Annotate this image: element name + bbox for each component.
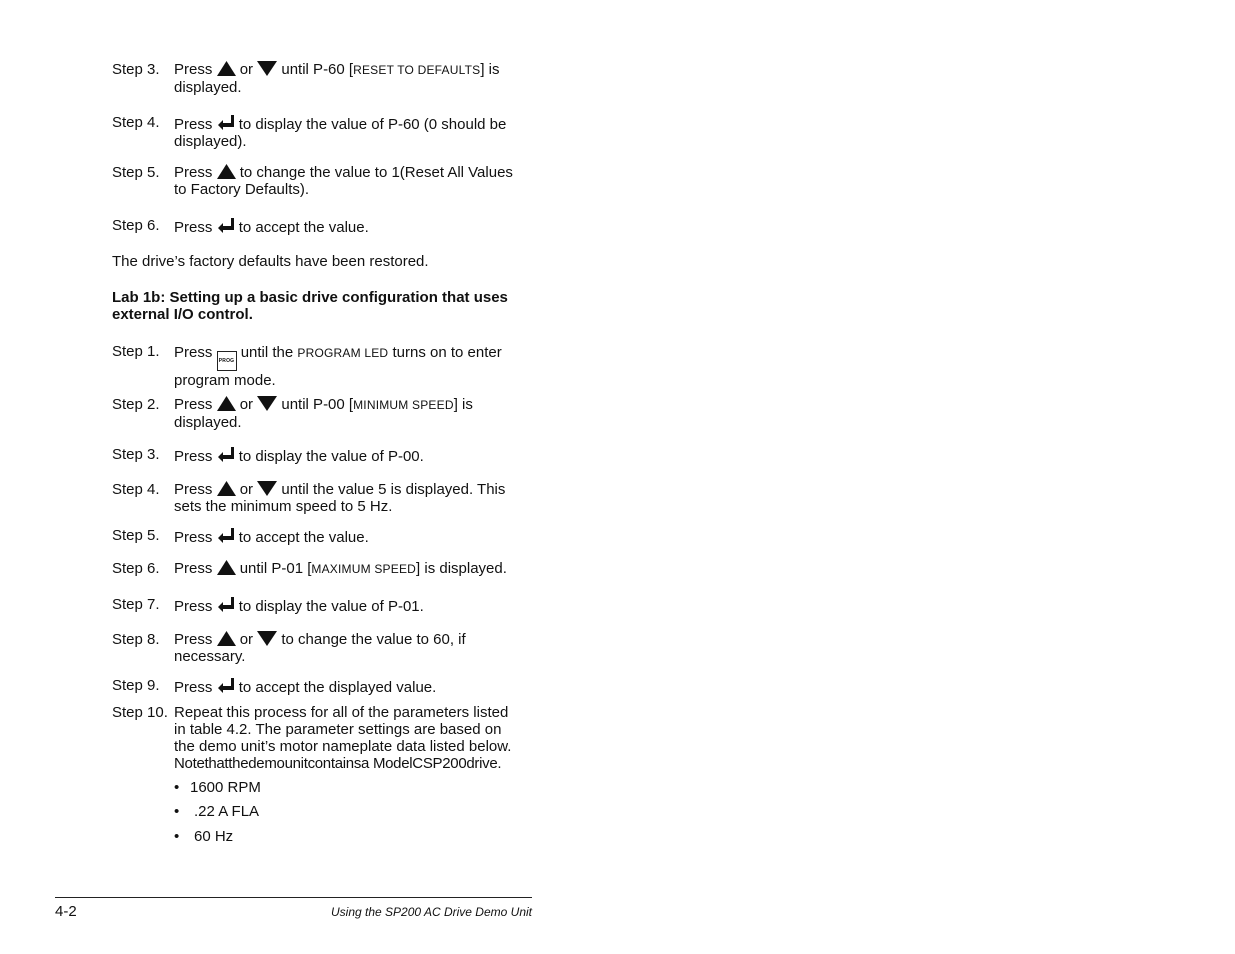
up-arrow-key-icon bbox=[217, 61, 236, 76]
step-text: sets the minimum speed to 5 Hz. bbox=[174, 498, 393, 515]
step-number: Step 7. bbox=[112, 596, 160, 613]
lab-heading-line: external I/O control. bbox=[112, 306, 253, 323]
step-text: to display the value of P-60 (0 should be bbox=[238, 116, 507, 133]
step-text: or bbox=[239, 481, 254, 498]
down-arrow-key-icon bbox=[257, 396, 277, 411]
step-text: program mode. bbox=[174, 372, 276, 389]
step-text: ] is bbox=[480, 61, 500, 78]
step-number: Step 2. bbox=[112, 396, 160, 413]
running-footer: Using the SP200 AC Drive Demo Unit bbox=[331, 905, 532, 919]
step-text: Press bbox=[174, 560, 213, 577]
step-text: Press bbox=[174, 598, 213, 615]
step-text: Press bbox=[174, 481, 213, 498]
enter-key-icon bbox=[217, 446, 235, 463]
step-text: Press bbox=[174, 344, 213, 361]
step-number: Step 4. bbox=[112, 114, 160, 131]
step-number: Step 1. bbox=[112, 343, 160, 360]
bullet-text: 60 Hz bbox=[194, 828, 234, 845]
step-text: Press bbox=[174, 219, 213, 236]
step-number: Step 3. bbox=[112, 446, 160, 463]
down-arrow-key-icon bbox=[257, 631, 277, 646]
enter-key-icon bbox=[217, 596, 235, 613]
bullet-dot: • bbox=[174, 803, 180, 820]
step-text: Notethatthedemounitcontainsa ModelCSP200drive. bbox=[174, 755, 502, 772]
step-text: to change the value to 1(Reset All Values bbox=[239, 164, 513, 181]
footer-rule bbox=[55, 897, 532, 898]
bullet-item bbox=[174, 828, 233, 845]
step-text: Press bbox=[174, 396, 213, 413]
step-text: ] is bbox=[453, 396, 473, 413]
down-arrow-key-icon bbox=[257, 481, 277, 496]
enter-key-icon bbox=[217, 217, 235, 234]
enter-key-icon bbox=[217, 677, 235, 694]
step-number: Step 3. bbox=[112, 61, 160, 78]
bullet-text: 1600 RPM bbox=[190, 779, 261, 796]
step-text: Press bbox=[174, 164, 213, 181]
param-name: RESET TO DEFAULTS bbox=[353, 63, 481, 77]
step-text: or bbox=[239, 396, 254, 413]
closing-paragraph: The drive’s factory defaults have been restored. bbox=[112, 253, 429, 270]
step-text: to accept the displayed value. bbox=[238, 679, 437, 696]
step-text: until the value 5 is displayed. This bbox=[281, 481, 506, 498]
up-arrow-key-icon bbox=[217, 631, 236, 646]
step-number: Step 5. bbox=[112, 527, 160, 544]
bullet-dot: • bbox=[174, 828, 180, 845]
step-number: Step 4. bbox=[112, 481, 160, 498]
step-text: Press bbox=[174, 631, 213, 648]
step-text: to display the value of P-00. bbox=[238, 448, 424, 465]
step-text: ] is displayed. bbox=[416, 560, 507, 577]
param-name: MINIMUM SPEED bbox=[353, 398, 454, 412]
step-text: Press bbox=[174, 116, 213, 133]
step-number: Step 8. bbox=[112, 631, 160, 648]
step-text: Press bbox=[174, 448, 213, 465]
up-arrow-key-icon bbox=[217, 560, 236, 575]
step-text: in table 4.2. The parameter settings are based on bbox=[174, 721, 502, 738]
step-text: to change the value to 60, if bbox=[281, 631, 466, 648]
step-text: to Factory Defaults). bbox=[174, 181, 310, 198]
step-number: Step 5. bbox=[112, 164, 160, 181]
step-text: to accept the value. bbox=[238, 529, 369, 546]
bullet-dot: • bbox=[174, 779, 180, 796]
step-text: Repeat this process for all of the parameters listed bbox=[174, 704, 509, 721]
step-text: displayed. bbox=[174, 79, 242, 96]
step-text: until P-01 [ bbox=[239, 560, 312, 577]
enter-key-icon bbox=[217, 527, 235, 544]
step-text: Press bbox=[174, 529, 213, 546]
bullet-item bbox=[174, 779, 261, 796]
step-number: Step 9. bbox=[112, 677, 160, 694]
step-number: Step 6. bbox=[112, 217, 160, 234]
lab-heading bbox=[112, 289, 542, 323]
prog-key-icon: PROG bbox=[217, 351, 237, 371]
down-arrow-key-icon bbox=[257, 61, 277, 76]
up-arrow-key-icon bbox=[217, 164, 236, 179]
up-arrow-key-icon bbox=[217, 481, 236, 496]
up-arrow-key-icon bbox=[217, 396, 236, 411]
bullet-item bbox=[174, 803, 259, 820]
step-text: the demo unit’s motor nameplate data listed below. bbox=[174, 738, 512, 755]
step-text: until the bbox=[240, 344, 294, 361]
step-text: turns on to enter bbox=[392, 344, 502, 361]
step-text: necessary. bbox=[174, 648, 246, 665]
step-text: or bbox=[239, 631, 254, 648]
step-text: Press bbox=[174, 679, 213, 696]
step-text: until P-00 [ bbox=[281, 396, 354, 413]
step-text: to accept the value. bbox=[238, 219, 369, 236]
page-number: 4-2 bbox=[55, 903, 77, 920]
step-text: or bbox=[239, 61, 254, 78]
step-number: Step 10. bbox=[112, 704, 168, 721]
param-name: MAXIMUM SPEED bbox=[311, 562, 417, 576]
step-text: displayed). bbox=[174, 133, 247, 150]
step-text: displayed. bbox=[174, 414, 242, 431]
enter-key-icon bbox=[217, 114, 235, 131]
step-text: Press bbox=[174, 61, 213, 78]
step-text: to display the value of P-01. bbox=[238, 598, 424, 615]
lab-heading-line: Lab 1b: Setting up a basic drive configuration that uses bbox=[112, 289, 508, 306]
param-name: PROGRAM LED bbox=[297, 346, 389, 360]
step-text: until P-60 [ bbox=[281, 61, 354, 78]
step-number: Step 6. bbox=[112, 560, 160, 577]
bullet-text: .22 A FLA bbox=[194, 803, 260, 820]
